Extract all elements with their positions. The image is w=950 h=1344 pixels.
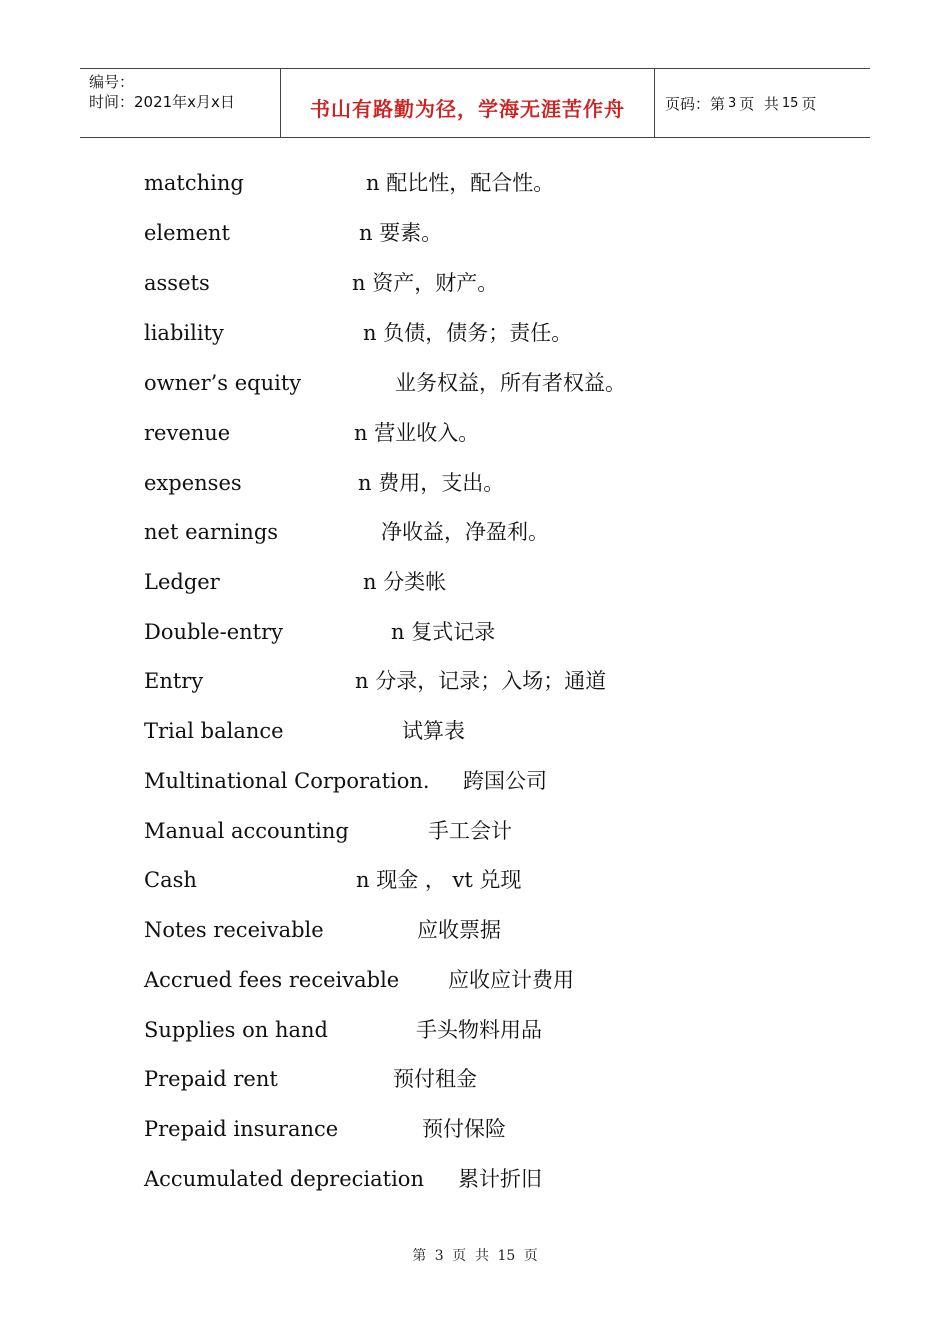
glossary-row <box>144 816 844 846</box>
glossary-term: expenses <box>144 471 242 495</box>
glossary-term: owner’s equity <box>144 371 302 395</box>
motto: 书山有路勤为径，学海无涯苦作舟 <box>310 96 625 121</box>
glossary-row <box>144 666 844 696</box>
glossary-row <box>144 368 844 398</box>
glossary-row <box>144 468 844 498</box>
glossary-term: Accumulated depreciation <box>144 1167 424 1191</box>
glossary-row <box>144 617 844 647</box>
footer-suffix: 页 <box>523 1248 538 1264</box>
glossary-row <box>144 168 844 198</box>
glossary-definition: 净收益，净盈利。 <box>381 520 549 544</box>
glossary-definition: n 分类帐 <box>363 570 447 594</box>
glossary-row <box>144 766 844 796</box>
footer-total: 15 <box>497 1248 516 1264</box>
glossary-term: Supplies on hand <box>144 1018 328 1042</box>
glossary-definition: n 营业收入。 <box>354 421 480 445</box>
glossary-definition: n 分录，记录；入场；通道 <box>355 669 607 693</box>
glossary-definition: 累计折旧 <box>458 1167 542 1191</box>
glossary-definition: 预付保险 <box>422 1117 506 1141</box>
page-number: 3 <box>728 95 737 111</box>
glossary-term: Prepaid insurance <box>144 1117 339 1141</box>
glossary-term: Double-entry <box>144 620 283 644</box>
glossary-term: revenue <box>144 421 231 445</box>
glossary-row <box>144 268 844 298</box>
glossary-definition: n 现金 ， vt 兑现 <box>356 868 522 892</box>
glossary-term: Prepaid rent <box>144 1067 278 1091</box>
page-prefix: 页码：第 <box>665 94 726 113</box>
glossary-row <box>144 1064 844 1094</box>
glossary-definition: 跨国公司 <box>463 769 547 793</box>
glossary-term: matching <box>144 171 244 195</box>
glossary-definition: 业务权益，所有者权益。 <box>395 371 626 395</box>
glossary-row <box>144 1114 844 1144</box>
glossary-row <box>144 567 844 597</box>
page-suffix: 页 <box>801 94 817 113</box>
glossary-row <box>144 716 844 746</box>
glossary-term: element <box>144 221 230 245</box>
glossary-row <box>144 218 844 248</box>
glossary-row <box>144 418 844 448</box>
glossary-term: Ledger <box>144 570 220 594</box>
footer-mid: 页 共 <box>452 1248 489 1264</box>
glossary-term: Cash <box>144 868 197 892</box>
footer-prefix: 第 <box>412 1248 427 1264</box>
page-mid: 页 共 <box>739 94 779 113</box>
glossary-row <box>144 1164 844 1194</box>
glossary-term: liability <box>144 321 224 345</box>
date-label: 时间：2021年x月x日 <box>89 93 235 111</box>
glossary-definition: n 费用，支出。 <box>358 471 505 495</box>
glossary-row <box>144 517 844 547</box>
glossary-term: Notes receivable <box>144 918 324 942</box>
glossary-term: Trial balance <box>144 719 284 743</box>
number-label: 编号： <box>89 73 135 91</box>
glossary-definition: 手头物料用品 <box>416 1018 542 1042</box>
glossary-term: Multinational Corporation. <box>144 769 430 793</box>
page-total: 15 <box>781 95 799 111</box>
glossary-term: assets <box>144 271 210 295</box>
page-header <box>80 68 870 138</box>
glossary-definition: 应收应计费用 <box>448 968 574 992</box>
header-page-cell <box>655 69 870 137</box>
glossary-definition: 应收票据 <box>417 918 501 942</box>
glossary-definition: n 复式记录 <box>391 620 496 644</box>
glossary-term: net earnings <box>144 520 279 544</box>
header-meta-cell <box>80 69 281 137</box>
glossary-definition: 试算表 <box>402 719 465 743</box>
glossary-row <box>144 318 844 348</box>
glossary-row <box>144 1015 844 1045</box>
glossary-term: Accrued fees receivable <box>144 968 400 992</box>
glossary-term: Manual accounting <box>144 819 349 843</box>
glossary-definition: n 负债，债务；责任。 <box>363 321 573 345</box>
glossary-row <box>144 865 844 895</box>
glossary-definition: 预付租金 <box>393 1067 477 1091</box>
page-footer <box>0 1245 950 1265</box>
header-motto-cell <box>281 69 655 137</box>
glossary-row <box>144 915 844 945</box>
glossary-definition: n 资产，财产。 <box>352 271 499 295</box>
glossary-definition: n 配比性，配合性。 <box>366 171 555 195</box>
footer-page-number: 3 <box>434 1248 444 1264</box>
glossary-definition: 手工会计 <box>428 819 512 843</box>
glossary-term: Entry <box>144 669 204 693</box>
glossary-row <box>144 965 844 995</box>
glossary-definition: n 要素。 <box>359 221 443 245</box>
